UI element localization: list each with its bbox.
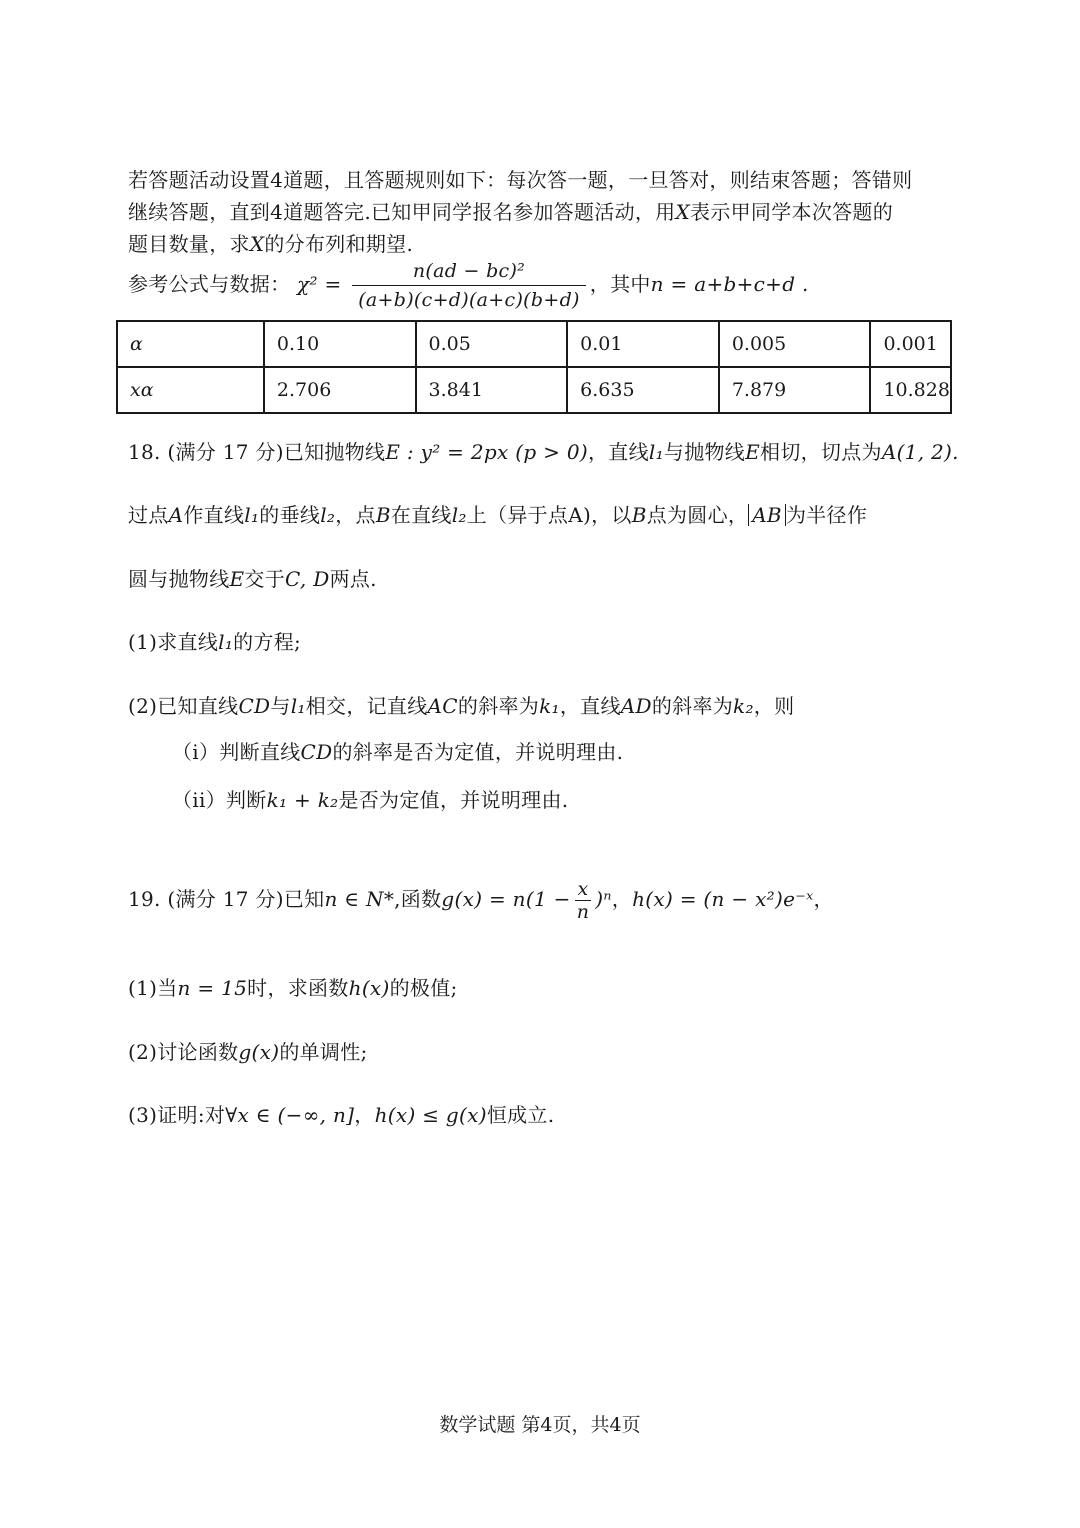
x-over-n-fraction: $\frac{x}{n}$ xyxy=(576,878,590,923)
q19-part-3: (3)证明:对∀x ∈ (−∞, n]，h(x) ≤ g(x)恒成立. xyxy=(128,1103,555,1127)
table-cell: 0.001 xyxy=(870,321,951,367)
table-cell: 0.10 xyxy=(264,321,416,367)
table-row xyxy=(117,321,951,367)
intro-line-1: 若答题活动设置4道题，且答题规则如下：每次答一题，一旦答对，则结束答题；答错则 xyxy=(128,168,913,192)
q18-part-1: (1)求直线l₁的方程; xyxy=(128,630,302,654)
table-cell: 2.706 xyxy=(264,367,416,413)
intro-line-3: 题目数量，求X的分布列和期望. xyxy=(128,232,414,256)
table-cell: 0.05 xyxy=(416,321,568,367)
q19-line-1: 19. (满分 17 分)已知n ∈ N*,函数g(x) = n(1 − $\frac{x}{n}$ )ⁿ，h(x) = (n − x²)e⁻ˣ， xyxy=(128,878,834,923)
q18-line-1: 18. (满分 17 分)已知抛物线E : y² = 2px (p > 0)，直线l₁与抛物线E相切，切点为A(1, 2). xyxy=(128,440,959,464)
table-cell: 0.01 xyxy=(567,321,719,367)
chi-square-fraction: $\frac{\text{n(ad − bc)²}}{(a+b)(c+d)(a+c)(b+d)}$ xyxy=(352,260,586,311)
table-cell: 3.841 xyxy=(416,367,568,413)
table-cell: 10.828 xyxy=(870,367,951,413)
table-cell: 7.879 xyxy=(719,367,871,413)
intro-line-2: 继续答题，直到4道题答完.已知甲同学报名参加答题活动，用X表示甲同学本次答题的 xyxy=(128,200,894,224)
table-cell: 6.635 xyxy=(567,367,719,413)
critical-value-table xyxy=(116,320,952,414)
q18-line-3: 圆与抛物线E交于C, D两点. xyxy=(128,567,377,591)
x-alpha-header: xα xyxy=(117,367,264,413)
q18-sub-ii: （ii）判断k₁ + k₂是否为定值，并说明理由. xyxy=(172,788,569,812)
q18-line-2: 过点A作直线l₁的垂线l₂，点B在直线l₂上（异于点A)，以B点为圆心， AB 为半径作 xyxy=(128,503,868,527)
table-cell: 0.005 xyxy=(719,321,871,367)
q19-part-2: (2)讨论函数g(x)的单调性; xyxy=(128,1040,368,1064)
reference-formula: 参考公式与数据： χ² = $\frac{\text{n(ad − bc)²}}{(a+b)(c+d)(a+c)(b+d)}$ ，其中n = a+b+c+d . xyxy=(128,260,809,311)
q18-sub-i: （i）判断直线CD的斜率是否为定值，并说明理由. xyxy=(172,740,624,764)
q18-part-2: (2)已知直线CD与l₁相交，记直线AC的斜率为k₁，直线AD的斜率为k₂，则 xyxy=(128,694,795,718)
q19-part-1: (1)当n = 15时，求函数h(x)的极值; xyxy=(128,976,458,1000)
abs-ab: AB xyxy=(748,504,786,526)
alpha-header: α xyxy=(117,321,264,367)
page-footer: 数学试题 第4页，共4页 xyxy=(439,1414,641,1436)
table-row xyxy=(117,367,951,413)
